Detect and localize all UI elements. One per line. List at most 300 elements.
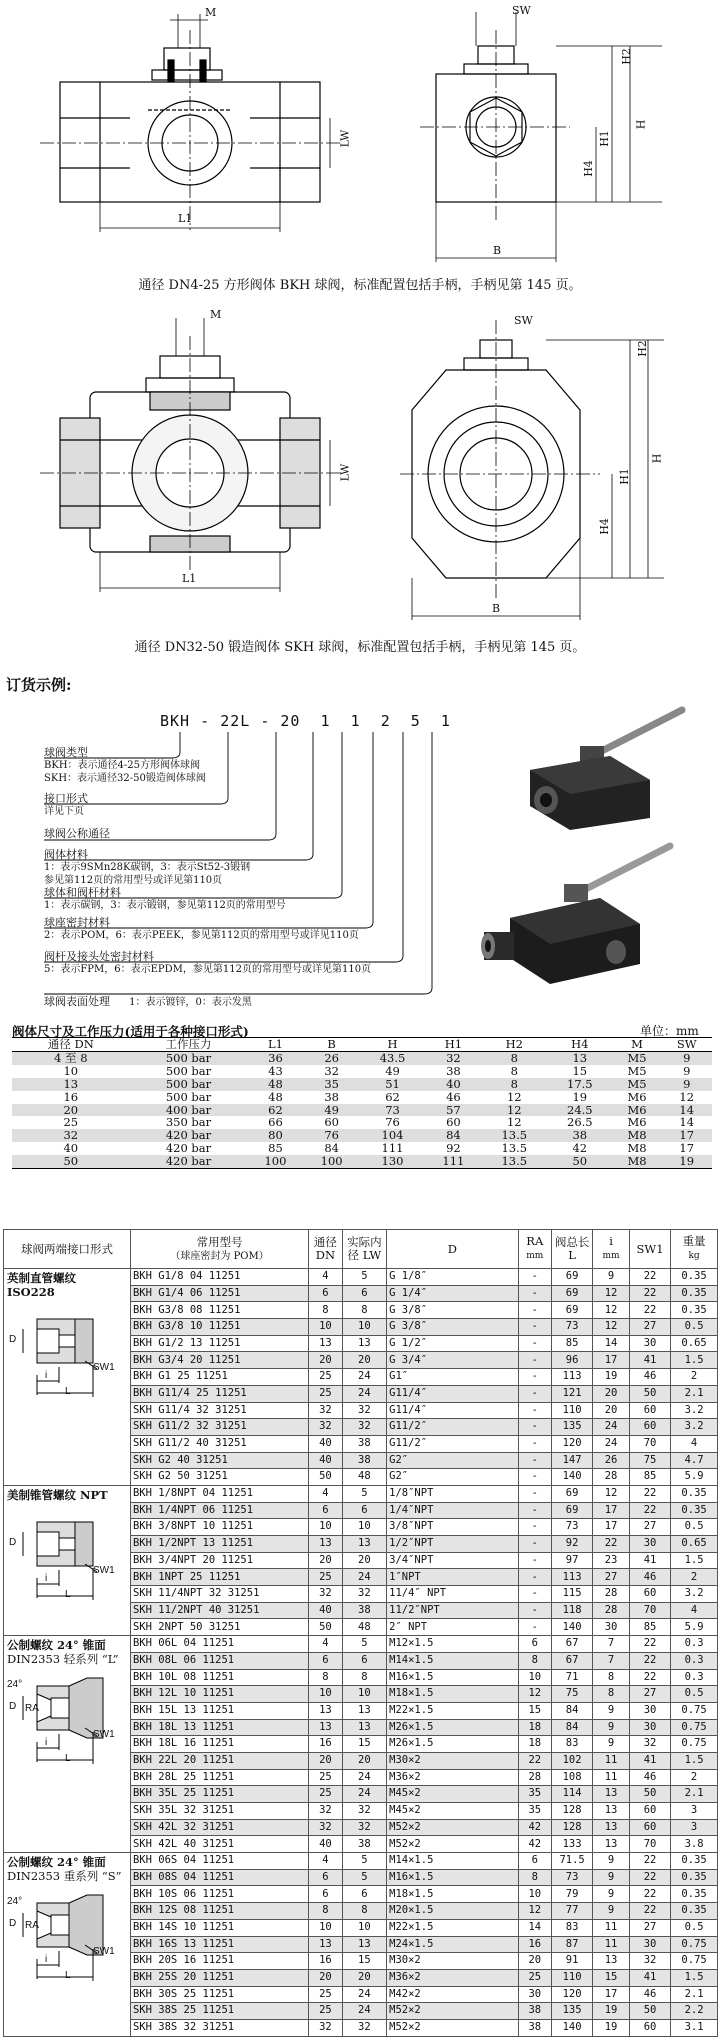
table2-cell-model: SKH 42L 40 31251 — [130, 1836, 308, 1853]
table2-cell-ra: 30 — [518, 1986, 551, 2003]
table2-cell-d: 1/2″NPT — [387, 1536, 518, 1553]
table1-cell-l1: 43 — [268, 1063, 283, 1078]
table2-cell-sw1: 22 — [629, 1502, 670, 1519]
table2-cell-l: 121 — [551, 1385, 592, 1402]
table2-cell-lw: 20 — [342, 1969, 387, 1986]
code-surface: 1 — [440, 712, 451, 730]
table2-cell-model: BKH 1/2NPT 13 11251 — [130, 1536, 308, 1553]
table2-cell-i: 9 — [593, 1869, 630, 1886]
table2-cell-i: 17 — [593, 1502, 630, 1519]
table2-cell-dn: 20 — [309, 1552, 342, 1569]
table2-cell-ra: - — [518, 1469, 551, 1486]
table2-cell-weight: 0.35 — [671, 1903, 718, 1920]
table2-cell-d: G11/4″ — [387, 1385, 518, 1402]
table2-cell-lw: 6 — [342, 1652, 387, 1669]
table2-cell-lw: 5 — [342, 1869, 387, 1886]
table2-cell-model: SKH G11/2 40 31251 — [130, 1435, 308, 1452]
table2-cell-d: M18×1.5 — [387, 1886, 518, 1903]
connection-figure-label-i: i — [45, 1737, 48, 1749]
table2-cell-sw1: 85 — [629, 1469, 670, 1486]
table2-cell-i: 19 — [593, 1369, 630, 1386]
table2-cell-ra: - — [518, 1419, 551, 1436]
table2-cell-ra: 18 — [518, 1719, 551, 1736]
table2-cell-model: BKH 25S 20 11251 — [130, 1969, 308, 1986]
table2-cell-sw1: 27 — [629, 1919, 670, 1936]
table1-cell-h4: 38 — [572, 1128, 588, 1143]
table2-cell-d: 3/4″NPT — [387, 1552, 518, 1569]
order-item-0-title: 球阀类型 — [44, 746, 88, 759]
table2-cell-ra: 12 — [518, 1903, 551, 1920]
table2-cell-model: SKH G2 40 31251 — [130, 1452, 308, 1469]
table2-cell-weight: 4 — [671, 1435, 718, 1452]
table1-row — [12, 1065, 712, 1078]
connection-drawing — [7, 1672, 113, 1768]
table2-cell-d: 11/2″NPT — [387, 1602, 518, 1619]
table2-cell-d: G 3/4″ — [387, 1352, 518, 1369]
table1-title: 阀体尺寸及工作压力(适用于各种接口形式) — [12, 1024, 249, 1039]
table2-cell-lw: 15 — [342, 1953, 387, 1970]
figure-1 — [0, 0, 720, 300]
table2-cell-sw1: 70 — [629, 1435, 670, 1452]
table1-cell-h4: 13 — [572, 1050, 588, 1065]
order-item-0-desc-0: BKH：表示通径4-25方形阀体球阀 — [44, 760, 201, 771]
table2-cell-dn: 25 — [309, 2003, 342, 2020]
table2-cell-l: 140 — [551, 1619, 592, 1636]
table2-cell-weight: 2 — [671, 1569, 718, 1586]
table2-cell-dn: 32 — [309, 2019, 342, 2036]
connection-drawing — [7, 1305, 113, 1401]
table1-row — [12, 1091, 712, 1104]
order-item-2 — [44, 827, 110, 840]
table2-cell-l: 147 — [551, 1452, 592, 1469]
table2-cell-sw1: 60 — [629, 1819, 670, 1836]
table2-cell-weight: 3 — [671, 1819, 718, 1836]
table2-cell-d: G11/4″ — [387, 1402, 518, 1419]
order-item-6-desc-0: 5：表示FPM，6：表示EPDM，参见第112页的常用型号或详见第110页 — [44, 964, 372, 975]
table2-cell-ra: 38 — [518, 2019, 551, 2036]
table2-cell-i: 17 — [593, 1986, 630, 2003]
table2-cell-sw1: 46 — [629, 1986, 670, 2003]
table2-cell-weight: 3.1 — [671, 2019, 718, 2036]
table2-cell-dn: 13 — [309, 1335, 342, 1352]
table1-cell-h2: 12 — [506, 1089, 522, 1104]
table1-cell-l1: 66 — [268, 1115, 283, 1130]
table2-cell-lw: 24 — [342, 1786, 387, 1803]
table2-cell-sw1: 41 — [629, 1552, 670, 1569]
connection-figure-label-l: L — [65, 1970, 71, 1982]
valve-end-view-drawing-1 — [400, 0, 720, 290]
table2-cell-dn: 13 — [309, 1536, 342, 1553]
table2-cell-model: BKH G3/4 20 11251 — [130, 1352, 308, 1369]
table2-cell-ra: - — [518, 1485, 551, 1502]
table2-cell-dn: 4 — [309, 1636, 342, 1653]
table1-cell-pressure: 420 bar — [165, 1141, 212, 1156]
table1-cell-h: 62 — [385, 1089, 400, 1104]
table1-cell-m: M6 — [627, 1115, 647, 1130]
table2-header-model-sub: （球座密封为 POM） — [170, 1250, 269, 1262]
order-item-7 — [44, 990, 252, 1009]
table2-cell-d: 11/4″ NPT — [387, 1586, 518, 1603]
table2-cell-model: BKH 3/8NPT 10 11251 — [130, 1519, 308, 1536]
table2-cell-d: 1/8″NPT — [387, 1485, 518, 1502]
table2-cell-sw1: 60 — [629, 1803, 670, 1820]
table2-cell-d: M36×2 — [387, 1969, 518, 1986]
code-body-material: 1 — [320, 712, 331, 730]
table2-cell-sw1: 60 — [629, 2019, 670, 2036]
code-ball-material: 1 — [350, 712, 361, 730]
connection-figure-3 — [7, 1889, 127, 1989]
table2-cell-d: G2″ — [387, 1469, 518, 1486]
table2-cell-i: 28 — [593, 1469, 630, 1486]
table2-cell-i: 13 — [593, 1803, 630, 1820]
connection-type-title: DIN2353 重系列 “S” — [7, 1869, 122, 1884]
valve-end-view-drawing-2 — [400, 300, 720, 640]
table2-cell-weight: 0.35 — [671, 1285, 718, 1302]
fig2-label-h4: H4 — [597, 518, 611, 535]
table2-cell-ra: - — [518, 1385, 551, 1402]
table2-header-row — [4, 1230, 718, 1269]
table1-cell-m: M5 — [627, 1063, 647, 1078]
table2-cell-i: 20 — [593, 1402, 630, 1419]
table2-cell-d: G 1/2″ — [387, 1335, 518, 1352]
table2-cell-l: 115 — [551, 1586, 592, 1603]
fig1-label-m: M — [205, 6, 217, 19]
fig2-label-l1: L1 — [182, 572, 197, 585]
table2-cell-l: 79 — [551, 1886, 592, 1903]
table2-cell-lw: 24 — [342, 1569, 387, 1586]
table2-cell-l: 87 — [551, 1936, 592, 1953]
table1-header-dn: 通径 DN — [12, 1038, 130, 1052]
table2-cell-weight: 5.9 — [671, 1469, 718, 1486]
table2-cell-dn: 6 — [309, 1886, 342, 1903]
connection-type-title: 美制锥管螺纹 NPT — [7, 1487, 108, 1502]
order-item-3-desc-0: 1：表示9SMn28K碳钢，3：表示St52-3锻钢 — [44, 862, 251, 873]
table2-header-i-label: i — [609, 1234, 613, 1248]
table2-cell-ra: - — [518, 1285, 551, 1302]
table2-cell-i: 9 — [593, 1903, 630, 1920]
table2-cell-lw: 10 — [342, 1919, 387, 1936]
table2-cell-weight: 0.35 — [671, 1869, 718, 1886]
table2-cell-sw1: 22 — [629, 1886, 670, 1903]
table2-header-sw1: SW1 — [629, 1230, 670, 1269]
table2-cell-l: 96 — [551, 1352, 592, 1369]
table2-cell-sw1: 22 — [629, 1636, 670, 1653]
table2-cell-i: 11 — [593, 1919, 630, 1936]
table2-header-weight-label: 重量 — [682, 1234, 706, 1248]
table2-cell-ra: 20 — [518, 1953, 551, 1970]
fig1-caption: 通径 DN4-25 方形阀体 BKH 球阀，标准配置包括手柄，手柄见第 145 页。 — [138, 278, 582, 293]
table2-row — [4, 1636, 718, 1653]
fig1-label-b: B — [493, 244, 502, 257]
table2-cell-l: 118 — [551, 1602, 592, 1619]
table2-cell-d: M52×2 — [387, 2003, 518, 2020]
table2-cell-i: 13 — [593, 1786, 630, 1803]
table1-cell-dn: 4 至 8 — [54, 1050, 88, 1065]
valve-product-photo-2 — [480, 840, 700, 990]
table2-cell-i: 28 — [593, 1602, 630, 1619]
table2-cell-i: 13 — [593, 1836, 630, 1853]
table2-cell-dn: 4 — [309, 1269, 342, 1286]
table2-cell-lw: 38 — [342, 1452, 387, 1469]
table1-cell-sw: 19 — [661, 1155, 712, 1168]
table2-cell-dn: 10 — [309, 1519, 342, 1536]
order-item-7-title: 球阀表面处理 — [44, 995, 110, 1008]
table2-cell-dn: 10 — [309, 1686, 342, 1703]
table2-cell-l: 120 — [551, 1986, 592, 2003]
connection-figure-label-ra: RA — [25, 1920, 39, 1932]
table2-cell-weight: 0.65 — [671, 1335, 718, 1352]
table2-cell-dn: 6 — [309, 1285, 342, 1302]
table2-cell-dn: 8 — [309, 1302, 342, 1319]
table2-cell-weight: 0.3 — [671, 1636, 718, 1653]
table2-cell-ra: - — [518, 1302, 551, 1319]
table2-cell-lw: 24 — [342, 1769, 387, 1786]
connection-figure-label-i: i — [45, 1954, 48, 1966]
table1-cell-pressure: 350 bar — [165, 1115, 212, 1130]
table2-cell-l: 83 — [551, 1919, 592, 1936]
fig2-caption: 通径 DN32-50 锻造阀体 SKH 球阀，标准配置包括手柄，手柄见第 145 页。 — [134, 640, 586, 655]
table2-cell-model: BKH G1/8 04 11251 — [130, 1269, 308, 1286]
table2-cell-l: 140 — [551, 1469, 592, 1486]
table2-header-weight — [671, 1230, 718, 1269]
table2-cell-weight: 0.35 — [671, 1853, 718, 1870]
table1-cell-sw: 9 — [683, 1076, 691, 1091]
table2-cell-model: BKH G1 25 11251 — [130, 1369, 308, 1386]
table2-cell-l: 97 — [551, 1552, 592, 1569]
table2-cell-model: BKH 06L 04 11251 — [130, 1636, 308, 1653]
table2-cell-weight: 2.1 — [671, 1986, 718, 2003]
table2-cell-model: SKH 11/2NPT 40 31251 — [130, 1602, 308, 1619]
table1-cell-sw: 17 — [679, 1141, 695, 1156]
table1-cell-h1: 32 — [446, 1050, 461, 1065]
table2-cell-model: SKH 11/4NPT 32 31251 — [130, 1586, 308, 1603]
table2-cell-i: 26 — [593, 1452, 630, 1469]
table2-cell-weight: 2.2 — [671, 2003, 718, 2020]
table1-cell-dn: 50 — [12, 1155, 130, 1168]
table2-cell-model: BKH 10L 08 11251 — [130, 1669, 308, 1686]
table2-cell-sw1: 46 — [629, 1569, 670, 1586]
table2-cell-l: 69 — [551, 1502, 592, 1519]
table2-cell-l: 114 — [551, 1786, 592, 1803]
table2-cell-dn: 32 — [309, 1586, 342, 1603]
table2-cell-l: 113 — [551, 1369, 592, 1386]
table2-cell-i: 30 — [593, 1619, 630, 1636]
table2-cell-model: BKH 35L 25 11251 — [130, 1786, 308, 1803]
table2-cell-model: BKH 15L 13 11251 — [130, 1702, 308, 1719]
table2-cell-lw: 24 — [342, 1385, 387, 1402]
table2-cell-lw: 38 — [342, 1602, 387, 1619]
table1-cell-dn: 10 — [63, 1063, 79, 1078]
connection-type-cell — [4, 1853, 131, 2037]
table2-cell-l: 73 — [551, 1869, 592, 1886]
table2-cell-weight: 1.5 — [671, 1552, 718, 1569]
table2-cell-dn: 6 — [309, 1869, 342, 1886]
table2-cell-ra: 8 — [518, 1652, 551, 1669]
table2-cell-l: 67 — [551, 1652, 592, 1669]
table2-cell-l: 110 — [551, 1969, 592, 1986]
table2-cell-l: 128 — [551, 1819, 592, 1836]
table2-cell-ra: 28 — [518, 1769, 551, 1786]
table2-cell-i: 12 — [593, 1485, 630, 1502]
table2-header-i-unit: mm — [602, 1251, 620, 1261]
table1-cell-pressure: 500 bar — [165, 1050, 212, 1065]
table2-cell-lw: 13 — [342, 1536, 387, 1553]
table2-cell-lw: 38 — [342, 1836, 387, 1853]
table2-cell-sw1: 50 — [629, 1385, 670, 1402]
table2-cell-d: M14×1.5 — [387, 1652, 518, 1669]
table1-cell-h1: 111 — [425, 1155, 481, 1168]
table2-cell-ra: - — [518, 1602, 551, 1619]
table2-cell-l: 84 — [551, 1702, 592, 1719]
table2-cell-lw: 24 — [342, 1369, 387, 1386]
table2-cell-sw1: 46 — [629, 1369, 670, 1386]
table2-cell-model: BKH 18L 13 11251 — [130, 1719, 308, 1736]
table2-cell-weight: 0.35 — [671, 1269, 718, 1286]
table1-cell-b: 35 — [324, 1076, 339, 1091]
table2-cell-l: 73 — [551, 1519, 592, 1536]
table2-cell-lw: 8 — [342, 1669, 387, 1686]
table1-row — [12, 1078, 712, 1091]
table2-cell-model: SKH 38S 32 31251 — [130, 2019, 308, 2036]
table2-cell-model: BKH 10S 06 11251 — [130, 1886, 308, 1903]
table1-cell-sw: 17 — [679, 1128, 695, 1143]
table2-cell-d: M18×1.5 — [387, 1686, 518, 1703]
table2-cell-ra: - — [518, 1452, 551, 1469]
table1-header-l1: L1 — [247, 1038, 303, 1052]
table2-cell-d: M52×2 — [387, 2019, 518, 2036]
fig2-label-h: H — [650, 453, 664, 464]
table2-cell-i: 12 — [593, 1319, 630, 1336]
table2-cell-ra: - — [518, 1586, 551, 1603]
table1-cell-h: 73 — [385, 1102, 400, 1117]
order-item-1-title: 接口形式 — [44, 792, 88, 805]
table2-cell-i: 23 — [593, 1552, 630, 1569]
table2-cell-weight: 2 — [671, 1769, 718, 1786]
table2-cell-l: 140 — [551, 2019, 592, 2036]
table2-cell-lw: 6 — [342, 1886, 387, 1903]
table2-cell-ra: 35 — [518, 1803, 551, 1820]
table2-cell-i: 22 — [593, 1536, 630, 1553]
table2-cell-i: 28 — [593, 1586, 630, 1603]
table2-cell-dn: 20 — [309, 1969, 342, 1986]
table2-cell-ra: 42 — [518, 1836, 551, 1853]
table2-cell-dn: 13 — [309, 1936, 342, 1953]
table1-cell-h2: 8 — [510, 1050, 518, 1065]
table2-cell-model: BKH 30S 25 11251 — [130, 1986, 308, 2003]
table2-cell-dn: 20 — [309, 1352, 342, 1369]
table2-cell-dn: 25 — [309, 1769, 342, 1786]
table2-cell-l: 69 — [551, 1269, 592, 1286]
order-item-0-desc-1: SKH：表示通径32-50锻造阀体球阀 — [44, 773, 206, 784]
table2-cell-d: M24×1.5 — [387, 1936, 518, 1953]
table2-cell-lw: 6 — [342, 1285, 387, 1302]
table2-cell-d: M16×1.5 — [387, 1669, 518, 1686]
table2-cell-sw1: 70 — [629, 1836, 670, 1853]
table1-cell-h4: 17.5 — [567, 1076, 593, 1091]
table2-cell-dn: 13 — [309, 1702, 342, 1719]
table2-cell-lw: 48 — [342, 1619, 387, 1636]
table2-cell-sw1: 75 — [629, 1452, 670, 1469]
table1-header-sw: SW — [661, 1038, 712, 1052]
table1-cell-dn: 32 — [63, 1128, 79, 1143]
table1-cell-b: 38 — [324, 1089, 339, 1104]
table2-cell-model: BKH G1/4 06 11251 — [130, 1285, 308, 1302]
table1-cell-h2: 13.5 — [501, 1141, 528, 1156]
table1-cell-h2: 12 — [506, 1115, 522, 1130]
table2-cell-sw1: 27 — [629, 1686, 670, 1703]
table1-cell-h2: 8 — [510, 1063, 518, 1078]
valve-product-photo-1 — [500, 700, 700, 830]
table1-cell-dn: 16 — [63, 1089, 79, 1104]
table2-cell-sw1: 22 — [629, 1652, 670, 1669]
table2-cell-model: SKH G2 50 31251 — [130, 1469, 308, 1486]
table2-cell-sw1: 60 — [629, 1419, 670, 1436]
table2-cell-i: 17 — [593, 1519, 630, 1536]
table2-header-lw: 实际内径 LW — [342, 1230, 387, 1269]
order-item-4-title: 球体和阀杆材料 — [44, 886, 121, 899]
table1-header-h1: H1 — [425, 1038, 481, 1052]
table2-cell-weight: 2 — [671, 1369, 718, 1386]
table2-cell-ra: 14 — [518, 1919, 551, 1936]
connection-figure-label-angle: 24° — [7, 1896, 23, 1908]
table1-header-h4: H4 — [547, 1038, 613, 1052]
order-item-5 — [44, 916, 359, 942]
table2-cell-i: 15 — [593, 1969, 630, 1986]
code-sep-2: - — [260, 712, 271, 730]
fig2-label-h1: H1 — [617, 468, 631, 485]
table2-cell-l: 73 — [551, 1319, 592, 1336]
table2-cell-i: 24 — [593, 1435, 630, 1452]
table2-header-ra-label: RA — [526, 1234, 544, 1248]
table2-cell-weight: 0.75 — [671, 1702, 718, 1719]
table1-cell-l1: 48 — [268, 1089, 283, 1104]
table2-cell-l: 128 — [551, 1803, 592, 1820]
table1-cell-h2: 13.5 — [481, 1155, 547, 1168]
fig1-label-h1: H1 — [597, 130, 611, 147]
table2-cell-l: 133 — [551, 1836, 592, 1853]
table2-cell-i: 14 — [593, 1335, 630, 1352]
table2-cell-model: BKH G11/4 25 11251 — [130, 1385, 308, 1402]
table1-cell-pressure: 420 bar — [165, 1128, 212, 1143]
table2-cell-i: 19 — [593, 2003, 630, 2020]
table2-cell-d: G 3/8″ — [387, 1302, 518, 1319]
table2-cell-d: M45×2 — [387, 1786, 518, 1803]
table2-cell-l: 67 — [551, 1636, 592, 1653]
table2-cell-l: 77 — [551, 1903, 592, 1920]
table2-cell-weight: 1.5 — [671, 1752, 718, 1769]
table2-cell-dn: 10 — [309, 1919, 342, 1936]
table2-cell-ra: - — [518, 1335, 551, 1352]
table1-cell-h: 51 — [385, 1076, 400, 1091]
table2-cell-weight: 0.75 — [671, 1719, 718, 1736]
table2-cell-sw1: 30 — [629, 1335, 670, 1352]
connection-figure-label-l: L — [65, 1386, 71, 1397]
connection-figure-label-angle: 24° — [7, 1679, 23, 1691]
table2-cell-i: 11 — [593, 1752, 630, 1769]
table1-cell-h4: 15 — [572, 1063, 588, 1078]
table2-cell-l: 108 — [551, 1769, 592, 1786]
table1-cell-b: 49 — [324, 1102, 339, 1117]
code-seat-seal: 2 — [380, 712, 391, 730]
table2-cell-l: 120 — [551, 1435, 592, 1452]
table2-cell-sw1: 32 — [629, 1736, 670, 1753]
table1-cell-h4: 50 — [547, 1155, 613, 1168]
table2-cell-d: M26×1.5 — [387, 1719, 518, 1736]
table2-cell-lw: 5 — [342, 1636, 387, 1653]
table2-cell-lw: 10 — [342, 1519, 387, 1536]
table2-cell-model: SKH 38S 25 11251 — [130, 2003, 308, 2020]
connection-type-cell — [4, 1269, 131, 1486]
